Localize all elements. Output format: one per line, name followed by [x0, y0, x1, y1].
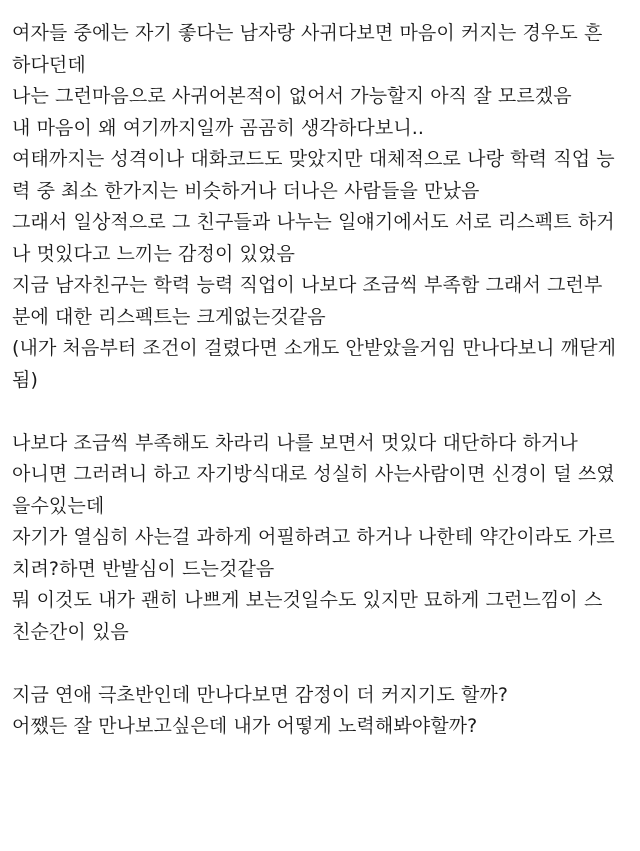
text-line: 나 멋있다고 느끼는 감정이 있었음 — [12, 242, 295, 265]
paragraph-2 — [12, 428, 630, 649]
text-line: 여태까지는 성격이나 대화코드도 맞았지만 대체적으로 나랑 학력 직업 능 — [12, 148, 615, 170]
text-line: 지금 남자친구는 학력 능력 직업이 나보다 조금씩 부족함 그래서 그런부 — [12, 274, 603, 296]
paragraph-1 — [12, 18, 630, 396]
text-line: 아니면 그러려니 하고 자기방식대로 성실히 사는사람이면 신경이 덜 쓰였 — [12, 463, 615, 485]
text-line: 나보다 조금씩 부족해도 차라리 나를 보면서 멋있다 대단하다 하거나 — [12, 431, 578, 454]
text-line: 어쨌든 잘 만나보고싶은데 내가 어떻게 노력해봐야할까? — [12, 715, 478, 737]
text-line: 친순간이 있음 — [12, 620, 129, 643]
text-line: 을수있는데 — [12, 494, 105, 517]
text-line: 내 마음이 왜 여기까지일까 곰곰히 생각하다보니.. — [12, 116, 425, 139]
text-line: 됨) — [12, 368, 38, 391]
text-line: 하다던데 — [12, 53, 86, 76]
text-line: 여자들 중에는 자기 좋다는 남자랑 사귀다보면 마음이 커지는 경우도 흔 — [12, 22, 603, 44]
text-line: 력 중 최소 한가지는 비슷하거나 더나은 사람들을 만났음 — [12, 179, 480, 202]
text-line: 뭐 이것도 내가 괜히 나쁘게 보는것일수도 있지만 묘하게 그런느낌이 스 — [12, 589, 603, 611]
paragraph-spacer — [12, 648, 630, 680]
text-line: 분에 대한 리스펙트는 크게없는것같음 — [12, 305, 326, 328]
text-line: 치려?하면 반발심이 드는것같음 — [12, 557, 275, 580]
text-line: (내가 처음부터 조건이 걸렸다면 소개도 안받았을거임 만나다보니 깨닫게 — [12, 337, 617, 359]
text-line: 자기가 열심히 사는걸 과하게 어필하려고 하거나 나한테 약간이라도 가르 — [12, 526, 615, 548]
text-line: 지금 연애 극초반인데 만나다보면 감정이 더 커지기도 할까? — [12, 683, 509, 706]
post-body — [12, 18, 630, 743]
text-line: 그래서 일상적으로 그 친구들과 나누는 일얘기에서도 서로 리스펙트 하거 — [12, 211, 615, 233]
text-line: 나는 그런마음으로 사귀어본적이 없어서 가능할지 아직 잘 모르겠음 — [12, 85, 572, 107]
paragraph-3 — [12, 680, 630, 743]
paragraph-spacer — [12, 396, 630, 428]
